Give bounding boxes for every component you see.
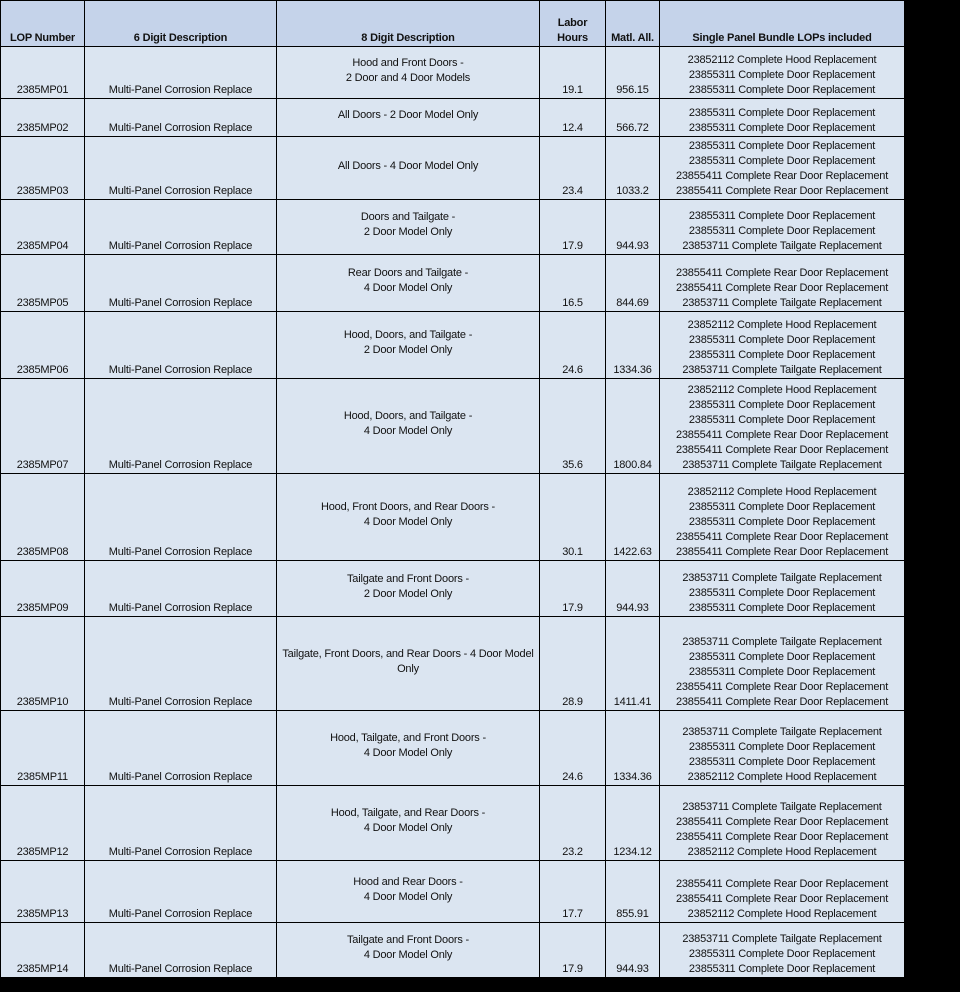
bundle-lop-line: 23855411 Complete Rear Door Replacement (675, 444, 889, 456)
eight-digit-description-cell (277, 923, 540, 978)
description-line: 4 Door Model Only (363, 747, 453, 759)
bundle-lop-line: 23852112 Complete Hood Replacement (687, 319, 877, 331)
bundle-lop-line: 23855311 Complete Door Replacement (688, 84, 876, 96)
labor-hours-cell: 17.9 (540, 200, 606, 255)
description-line: 2 Door and 4 Door Models (345, 71, 471, 84)
bundle-lops-cell (660, 561, 905, 617)
matl-all-cell: 844.69 (606, 255, 660, 312)
labor-hours-cell: 28.9 (540, 617, 606, 711)
description-line: 4 Door Model Only (363, 949, 453, 961)
table-row (1, 379, 905, 474)
labor-hours-cell: 35.6 (540, 379, 606, 474)
matl-all-cell: 1411.41 (606, 617, 660, 711)
bundle-lop-line: 23855311 Complete Door Replacement (688, 210, 876, 222)
bundle-lop-line: 23855311 Complete Door Replacement (688, 651, 876, 663)
description-line: Hood, Tailgate, and Front Doors - (330, 732, 486, 744)
bundle-lop-line: 23855311 Complete Door Replacement (688, 140, 876, 152)
six-digit-description-cell: Multi-Panel Corrosion Replace (85, 200, 277, 255)
bundle-lop-line: 23852112 Complete Hood Replacement (687, 771, 877, 783)
description-line: 2 Door Model Only (363, 587, 453, 600)
labor-hours-cell: 24.6 (540, 312, 606, 379)
labor-hours-cell: 17.7 (540, 861, 606, 923)
bundle-lop-line: 23855311 Complete Door Replacement (688, 948, 876, 960)
lop-number-cell: 2385MP14 (1, 923, 85, 978)
eight-digit-description-cell (277, 561, 540, 617)
lop-number-cell: 2385MP10 (1, 617, 85, 711)
lop-number-cell: 2385MP05 (1, 255, 85, 312)
labor-hours-cell: 17.9 (540, 561, 606, 617)
matl-all-cell: 1033.2 (606, 137, 660, 200)
table-row (1, 312, 905, 379)
bundle-lop-line: 23853711 Complete Tailgate Replacement (682, 726, 882, 738)
table-row (1, 474, 905, 561)
table-row (1, 617, 905, 711)
eight-digit-description-cell (277, 47, 540, 99)
lop-number-cell: 2385MP13 (1, 861, 85, 923)
matl-all-cell: 1800.84 (606, 379, 660, 474)
bundle-lop-line: 23855411 Complete Rear Door Replacement (675, 681, 889, 693)
bundle-lop-line: 23855411 Complete Rear Door Replacement (675, 282, 889, 294)
bundle-lop-line: 23855411 Complete Rear Door Replacement (675, 185, 889, 197)
lop-number-cell: 2385MP01 (1, 47, 85, 99)
bundle-lop-line: 23852112 Complete Hood Replacement (687, 54, 877, 66)
table-row (1, 561, 905, 617)
lop-number-cell: 2385MP04 (1, 200, 85, 255)
description-line: 2 Door Model Only (363, 226, 453, 238)
lop-number-cell: 2385MP11 (1, 711, 85, 786)
six-digit-description-cell: Multi-Panel Corrosion Replace (85, 137, 277, 200)
header-row (1, 1, 905, 47)
six-digit-description-cell: Multi-Panel Corrosion Replace (85, 99, 277, 137)
six-digit-description-cell: Multi-Panel Corrosion Replace (85, 474, 277, 561)
bundle-lop-line: 23855411 Complete Rear Door Replacement (675, 170, 889, 182)
bundle-lop-line: 23855311 Complete Door Replacement (688, 69, 876, 81)
description-line: 4 Door Model Only (363, 282, 453, 294)
six-digit-description-cell: Multi-Panel Corrosion Replace (85, 312, 277, 379)
six-digit-description-cell: Multi-Panel Corrosion Replace (85, 561, 277, 617)
bundle-lop-line: 23855411 Complete Rear Door Replacement (675, 893, 889, 905)
six-digit-description-cell: Multi-Panel Corrosion Replace (85, 255, 277, 312)
bundle-lop-line: 23855311 Complete Door Replacement (688, 666, 876, 678)
bundle-lops-cell (660, 617, 905, 711)
bundle-lop-line: 23855311 Complete Door Replacement (688, 155, 876, 167)
bundle-lop-line: 23855411 Complete Rear Door Replacement (675, 531, 889, 543)
description-line: Hood, Front Doors, and Rear Doors - (321, 501, 495, 513)
six-digit-description-cell: Multi-Panel Corrosion Replace (85, 786, 277, 861)
matl-all-cell: 855.91 (606, 861, 660, 923)
description-line: Tailgate and Front Doors - (347, 934, 469, 946)
lop-number-cell: 2385MP12 (1, 786, 85, 861)
eight-digit-description-cell (277, 255, 540, 312)
matl-all-cell: 944.93 (606, 200, 660, 255)
matl-all-cell: 1422.63 (606, 474, 660, 561)
header-8-digit-description: 8 Digit Description (277, 1, 540, 47)
header-6-digit-description: 6 Digit Description (85, 1, 277, 47)
bundle-lops-cell (660, 137, 905, 200)
header-lop-number: LOP Number (1, 1, 85, 47)
bundle-lop-line: 23855311 Complete Door Replacement (688, 414, 876, 426)
bundle-lop-line: 23855311 Complete Door Replacement (688, 349, 876, 361)
six-digit-description-cell: Multi-Panel Corrosion Replace (85, 47, 277, 99)
bundle-lop-line: 23855311 Complete Door Replacement (688, 122, 876, 134)
bundle-lop-line: 23855411 Complete Rear Door Replacement (675, 831, 889, 843)
table-row (1, 200, 905, 255)
matl-all-cell: 956.15 (606, 47, 660, 99)
description-line: 4 Door Model Only (363, 516, 453, 528)
bundle-lops-cell (660, 474, 905, 561)
table-row (1, 255, 905, 312)
labor-hours-cell: 19.1 (540, 47, 606, 99)
table-row (1, 137, 905, 200)
eight-digit-description-cell (277, 617, 540, 711)
bundle-lop-line: 23855311 Complete Door Replacement (688, 107, 876, 119)
bundle-lop-line: 23855311 Complete Door Replacement (688, 516, 876, 528)
header-labor-hours: Labor Hours (540, 1, 606, 47)
eight-digit-description-cell (277, 312, 540, 379)
description-line: 4 Door Model Only (363, 822, 453, 834)
matl-all-cell: 1234.12 (606, 786, 660, 861)
bundle-lops-cell (660, 255, 905, 312)
lop-number-cell: 2385MP07 (1, 379, 85, 474)
eight-digit-description-cell (277, 379, 540, 474)
bundle-lop-line: 23855311 Complete Door Replacement (688, 963, 876, 975)
bundle-lop-line: 23852112 Complete Hood Replacement (687, 486, 877, 498)
description-line: Hood, Tailgate, and Rear Doors - (330, 807, 486, 819)
bundle-lop-line: 23855311 Complete Door Replacement (688, 587, 876, 599)
matl-all-cell: 1334.36 (606, 711, 660, 786)
eight-digit-description-cell (277, 137, 540, 200)
description-line: Rear Doors and Tailgate - (347, 267, 469, 279)
eight-digit-description-cell (277, 711, 540, 786)
bundle-lop-line: 23852112 Complete Hood Replacement (687, 384, 877, 396)
lop-number-cell: 2385MP06 (1, 312, 85, 379)
description-line: Tailgate and Front Doors - (347, 572, 469, 585)
bundle-lop-line: 23853711 Complete Tailgate Replacement (682, 459, 882, 471)
table-row (1, 99, 905, 137)
bundle-lop-line: 23855411 Complete Rear Door Replacement (675, 546, 889, 558)
bundle-lops-cell (660, 200, 905, 255)
description-line: All Doors - 4 Door Model Only (337, 159, 479, 172)
bundle-lop-line: 23855411 Complete Rear Door Replacement (675, 816, 889, 828)
eight-digit-description-cell (277, 786, 540, 861)
bundle-lop-line: 23855411 Complete Rear Door Replacement (675, 878, 889, 890)
bundle-lop-line: 23855311 Complete Door Replacement (688, 225, 876, 237)
header-bundle-lops: Single Panel Bundle LOPs included (660, 1, 905, 47)
eight-digit-description-cell (277, 861, 540, 923)
description-line: 4 Door Model Only (363, 425, 453, 437)
table-row (1, 786, 905, 861)
description-line: 4 Door Model Only (363, 890, 453, 903)
six-digit-description-cell: Multi-Panel Corrosion Replace (85, 923, 277, 978)
lop-number-cell: 2385MP02 (1, 99, 85, 137)
eight-digit-description-cell (277, 474, 540, 561)
labor-hours-cell: 24.6 (540, 711, 606, 786)
description-line: Hood and Front Doors - (352, 56, 464, 69)
table-row (1, 47, 905, 99)
description-line: 2 Door Model Only (363, 344, 453, 356)
bundle-lop-line: 23855311 Complete Door Replacement (688, 501, 876, 513)
matl-all-cell: 1334.36 (606, 312, 660, 379)
bundle-lop-line: 23855311 Complete Door Replacement (688, 756, 876, 768)
bundle-lops-cell (660, 923, 905, 978)
bundle-lops-cell (660, 47, 905, 99)
bundle-lops-cell (660, 312, 905, 379)
bundle-lops-cell (660, 379, 905, 474)
description-line: All Doors - 2 Door Model Only (337, 109, 479, 121)
description-line: Hood, Doors, and Tailgate - (343, 410, 473, 422)
header-matl-all: Matl. All. (606, 1, 660, 47)
lop-number-cell: 2385MP08 (1, 474, 85, 561)
description-line: Hood and Rear Doors - (353, 875, 463, 888)
bundle-lop-line: 23855311 Complete Door Replacement (688, 399, 876, 411)
bundle-lop-line: 23855411 Complete Rear Door Replacement (675, 696, 889, 708)
labor-hours-cell: 23.2 (540, 786, 606, 861)
bundle-lop-line: 23855311 Complete Door Replacement (688, 602, 876, 614)
matl-all-cell: 944.93 (606, 561, 660, 617)
bundle-lop-line: 23853711 Complete Tailgate Replacement (682, 297, 882, 309)
bundle-lop-line: 23855411 Complete Rear Door Replacement (675, 429, 889, 441)
bundle-lop-line: 23853711 Complete Tailgate Replacement (682, 364, 882, 376)
bundle-lop-line: 23852112 Complete Hood Replacement (687, 846, 877, 858)
bundle-lops-cell (660, 861, 905, 923)
table-row (1, 923, 905, 978)
matl-all-cell: 944.93 (606, 923, 660, 978)
bundle-lop-line: 23853711 Complete Tailgate Replacement (682, 636, 882, 648)
bundle-lop-line: 23853711 Complete Tailgate Replacement (682, 801, 882, 813)
lop-number-cell: 2385MP03 (1, 137, 85, 200)
bundle-lops-cell (660, 711, 905, 786)
table-row (1, 861, 905, 923)
description-line: Doors and Tailgate - (360, 211, 456, 223)
bundle-lop-line: 23852112 Complete Hood Replacement (687, 908, 877, 920)
bundle-lop-line: 23855411 Complete Rear Door Replacement (675, 267, 889, 279)
description-line: Tailgate, Front Doors, and Rear Doors - 4 Door Model (282, 647, 534, 660)
description-line: Only (397, 662, 419, 675)
bundle-lop-line: 23853711 Complete Tailgate Replacement (682, 240, 882, 252)
table-row (1, 711, 905, 786)
description-line: Hood, Doors, and Tailgate - (343, 329, 473, 341)
labor-hours-cell: 12.4 (540, 99, 606, 137)
six-digit-description-cell: Multi-Panel Corrosion Replace (85, 861, 277, 923)
labor-hours-cell: 23.4 (540, 137, 606, 200)
bundle-lop-line: 23853711 Complete Tailgate Replacement (682, 933, 882, 945)
labor-hours-cell: 30.1 (540, 474, 606, 561)
bundle-lop-line: 23855311 Complete Door Replacement (688, 334, 876, 346)
six-digit-description-cell: Multi-Panel Corrosion Replace (85, 711, 277, 786)
bundle-lop-line: 23855311 Complete Door Replacement (688, 741, 876, 753)
lop-number-cell: 2385MP09 (1, 561, 85, 617)
bundle-lop-line: 23853711 Complete Tailgate Replacement (682, 572, 882, 584)
labor-hours-cell: 16.5 (540, 255, 606, 312)
six-digit-description-cell: Multi-Panel Corrosion Replace (85, 617, 277, 711)
eight-digit-description-cell (277, 200, 540, 255)
eight-digit-description-cell (277, 99, 540, 137)
labor-hours-cell: 17.9 (540, 923, 606, 978)
bundle-lops-cell (660, 786, 905, 861)
six-digit-description-cell: Multi-Panel Corrosion Replace (85, 379, 277, 474)
matl-all-cell: 566.72 (606, 99, 660, 137)
bundle-lops-cell (660, 99, 905, 137)
